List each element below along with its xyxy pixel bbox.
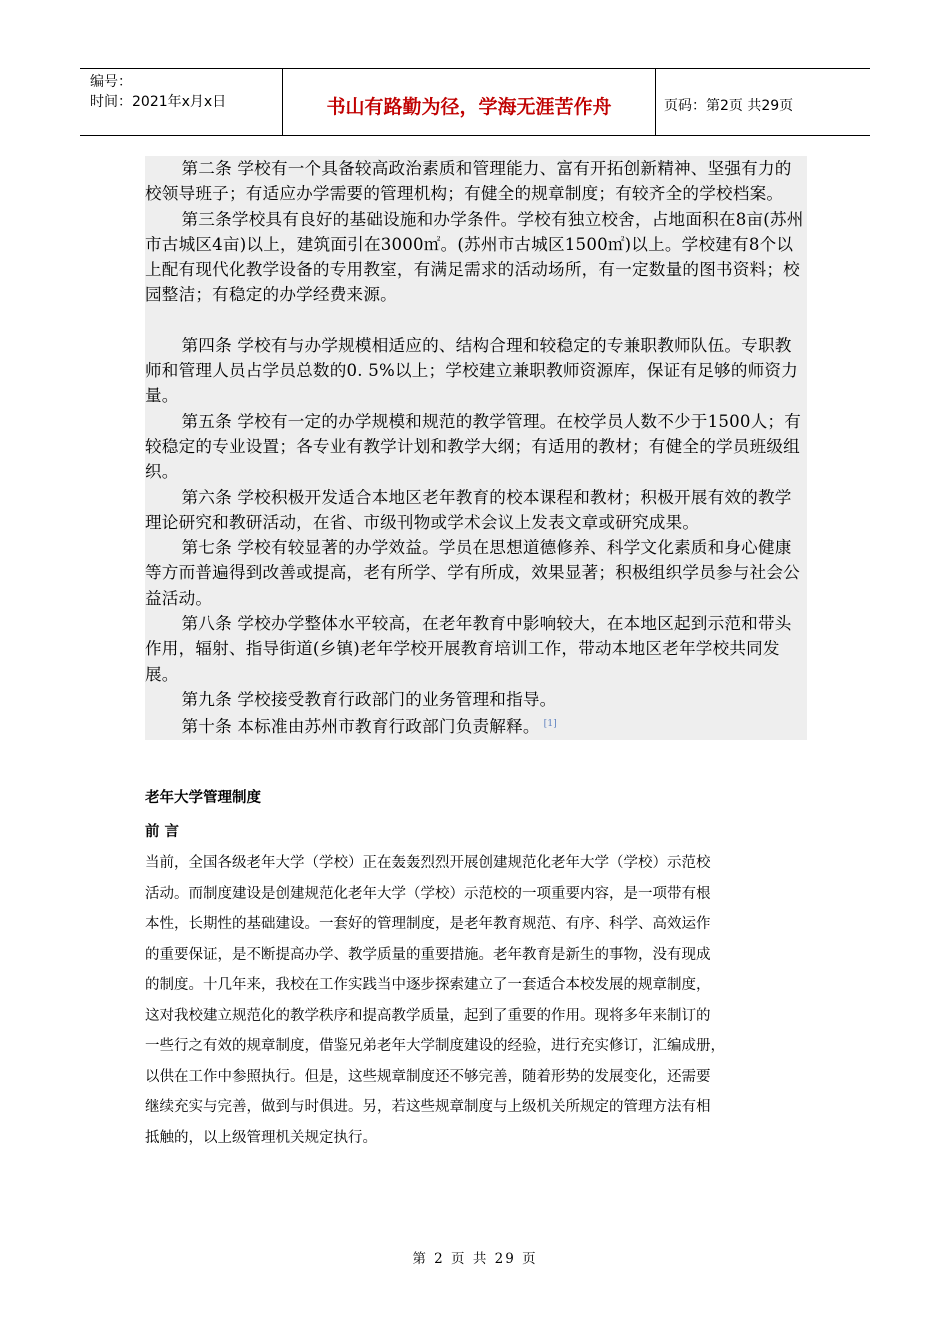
header-page-info: 页码：第2页 共29页	[664, 98, 794, 114]
preface-line: 本性，长期性的基础建设。一套好的管理制度，是老年教育规范、有序、科学、高效运作	[145, 916, 711, 932]
preface-line: 一些行之有效的规章制度，借鉴兄弟老年大学制度建设的经验，进行充实修订，汇编成册，	[145, 1038, 725, 1054]
preface-body	[145, 848, 810, 1153]
document-number-label: 编号：	[90, 74, 132, 90]
page-footer: 第 2 页 共 29 页	[412, 1251, 538, 1267]
article-8: 第八条 学校办学整体水平较高，在老年教育中影响较大，在本地区起到示范和带头作用，辐射、指导街道(乡镇)老年学校开展教育培训工作，带动本地区老年学校共同发展。	[145, 614, 792, 684]
section-title: 老年大学管理制度	[145, 790, 261, 806]
article-3: 第三条学校具有良好的基础设施和办学条件。学校有独立校舍，占地面积在8亩(苏州市古城区4亩)以上，建筑面引在3000㎡。(苏州市古城区1500㎡)以上。学校建有8个以上配有现代化教学设备的专用教室，有满足需求的活动场所，有一定数量的图书资料；校园整洁；有稳定的办学经费来源。	[145, 209, 804, 305]
articles-block	[145, 156, 807, 740]
preface-heading: 前 言	[145, 824, 180, 840]
paragraph-gap	[145, 308, 807, 333]
preface-line: 继续充实与完善，做到与时俱进。另，若这些规章制度与上级机关所规定的管理方法有相	[145, 1099, 711, 1115]
preface-line: 以供在工作中参照执行。但是，这些规章制度还不够完善，随着形势的发展变化，还需要	[145, 1068, 711, 1085]
header-motto: 书山有路勤为径，学海无涯苦作舟	[282, 69, 656, 135]
article-10-text: 第十条 本标准由苏州市教育行政部门负责解释。	[181, 717, 540, 737]
preface-line: 这对我校建立规范化的教学秩序和提高教学质量，起到了重要的作用。现将多年来制订的	[145, 1007, 711, 1024]
preface-line: 活动。而制度建设是创建规范化老年大学（学校）示范校的一项重要内容，是一项带有根	[145, 885, 711, 902]
header-meta	[80, 69, 282, 135]
article-7: 第七条 学校有较显著的办学效益。学员在思想道德修养、科学文化素质和身心健康等方而普遍得到改善或提高，老有所学、学有所成，效果显著；积极组织学员参与社会公益活动。	[145, 538, 800, 608]
document-date: 时间：2021年x月x日	[90, 94, 227, 110]
article-9: 第九条 学校接受教育行政部门的业务管理和指导。	[181, 689, 557, 709]
article-6: 第六条 学校积极开发适合本地区老年教育的校本课程和教材；积极开展有效的教学理论研究和教研活动，在省、市级刊物或学术会议上发表文章或研究成果。	[145, 487, 792, 532]
preface-line: 当前，全国各级老年大学（学校）正在轰轰烈烈开展创建规范化老年大学（学校）示范校	[145, 855, 711, 871]
preface-line: 的重要保证，是不断提高办学、教学质量的重要措施。老年教育是新生的事物，没有现成	[145, 946, 711, 963]
article-10	[145, 712, 807, 739]
article-2: 第二条 学校有一个具备较高政治素质和管理能力、富有开拓创新精神、坚强有力的校领导班子；有适应办学需要的管理机构；有健全的规章制度；有较齐全的学校档案。	[145, 159, 792, 204]
footnote-link[interactable]: [1]	[543, 719, 558, 730]
article-4: 第四条 学校有与办学规模相适应的、结构合理和较稳定的专兼职教师队伍。专职教师和管理人员占学员总数的0. 5%以上；学校建立兼职教师资源库，保证有足够的师资力量。	[145, 335, 799, 406]
preface-line: 的制度。十几年来，我校在工作实践当中逐步探索建立了一套适合本校发展的规章制度，	[145, 977, 711, 993]
preface-line: 抵触的，以上级管理机关规定执行。	[145, 1129, 377, 1146]
page-header	[80, 68, 870, 136]
article-5: 第五条 学校有一定的办学规模和规范的教学管理。在校学员人数不少于1500人；有较稳定的专业设置；各专业有教学计划和教学大纲；有适用的教材；有健全的学员班级组织。	[145, 411, 802, 482]
